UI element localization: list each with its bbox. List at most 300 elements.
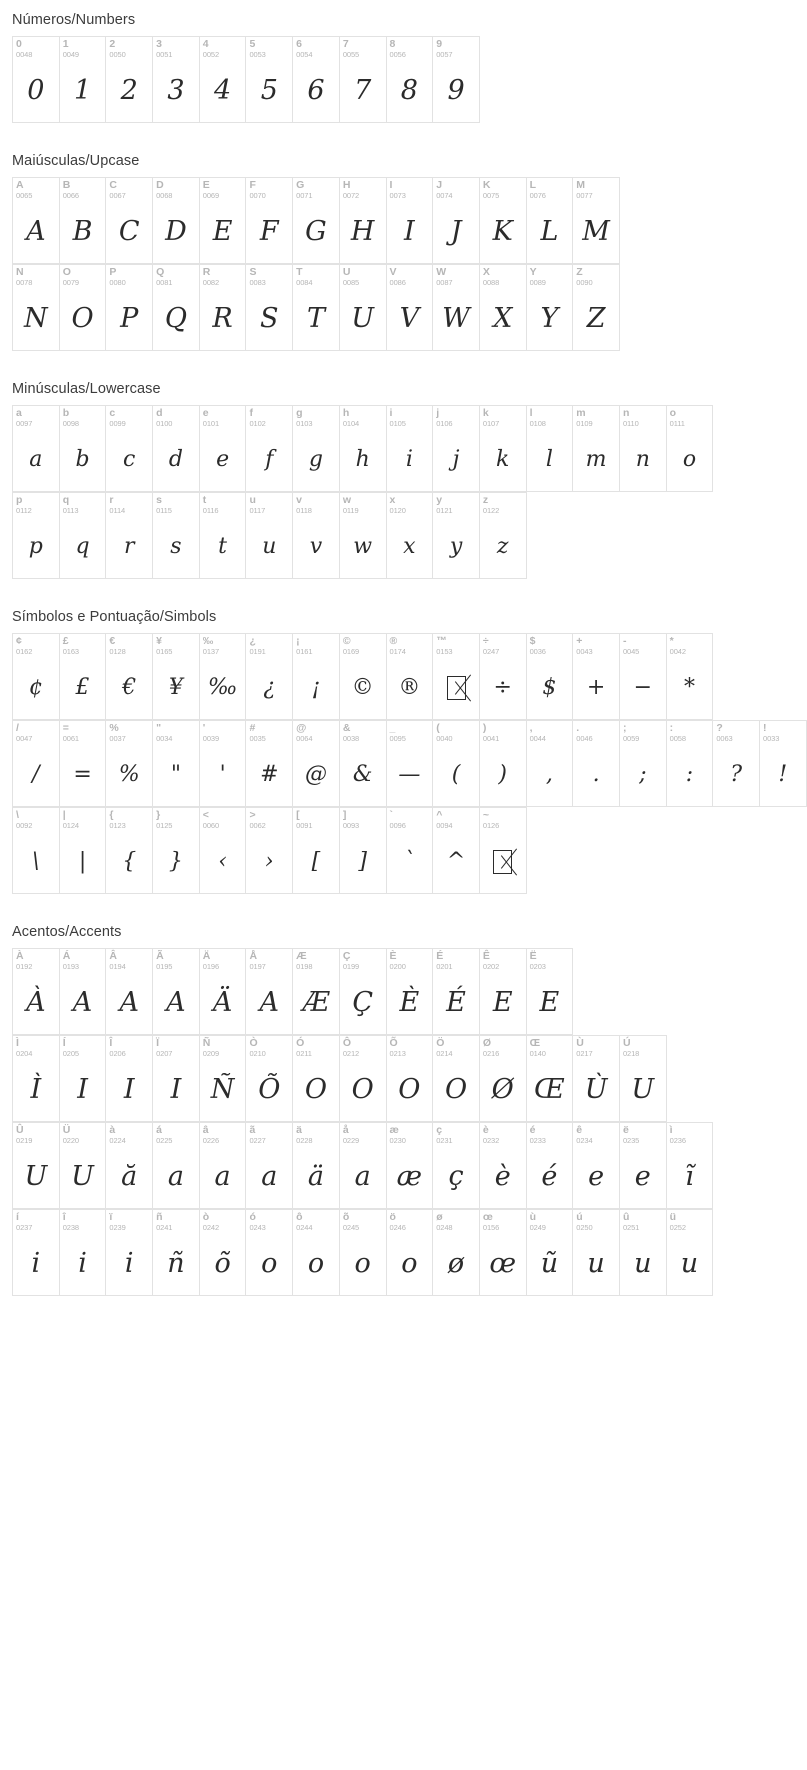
glyph-char-label: è [482,1124,489,1136]
glyph-preview: U [351,303,375,334]
glyph-cell[interactable] [620,721,667,807]
glyph-cell[interactable] [433,808,480,894]
glyph-cell[interactable] [527,949,574,1035]
glyph-cell[interactable] [13,37,60,123]
glyph-char-label: œ [482,1211,493,1223]
glyph-row [12,177,620,264]
glyph-cell[interactable] [433,493,480,579]
glyph-cell[interactable] [246,634,293,720]
glyph-cell[interactable] [433,721,480,807]
glyph-cell[interactable] [293,1036,340,1122]
glyph-code-point: 0064 [296,734,313,743]
glyph-cell[interactable] [387,493,434,579]
glyph-code-point: 0099 [109,419,126,428]
glyph-preview: Ñ [210,1074,235,1105]
glyph-meta [246,634,292,658]
glyph-cell[interactable] [60,1210,107,1296]
glyph-cell[interactable] [106,808,153,894]
glyph-cell[interactable] [667,634,714,720]
glyph-char-label: I [389,179,393,191]
glyph-cell[interactable] [13,1036,60,1122]
glyph-cell[interactable] [480,634,527,720]
glyph-cell[interactable] [106,265,153,351]
glyph-char-label: Z [576,266,583,278]
glyph-preview: w [353,533,373,559]
glyph-cell[interactable] [340,1036,387,1122]
glyph-code-point: 0065 [16,191,33,200]
glyph-cell[interactable] [387,949,434,1035]
glyph-cell[interactable] [106,493,153,579]
glyph-cell[interactable] [620,1210,667,1296]
glyph-code-point: 0083 [249,278,266,287]
glyph-cell[interactable] [246,721,293,807]
glyph-cell[interactable] [60,265,107,351]
glyph-preview: 3 [167,75,185,106]
glyph-cell[interactable] [433,265,480,351]
glyph-meta [527,949,573,973]
glyph-preview: ĩ [685,1161,694,1192]
glyph-preview: + [586,674,606,700]
glyph-meta [340,37,386,61]
glyph-cell[interactable] [527,1123,574,1209]
glyph-meta [620,1210,666,1234]
glyph-meta [573,1123,619,1147]
glyph-code-point: 0195 [156,962,173,971]
glyph-cell[interactable] [13,406,60,492]
glyph-code-point: 0040 [436,734,453,743]
glyph-preview: % [118,761,140,787]
glyph-code-point: 0068 [156,191,173,200]
glyph-cell[interactable] [246,808,293,894]
glyph-cell[interactable] [60,1123,107,1209]
glyph-cell[interactable] [106,1036,153,1122]
glyph-char-label: 9 [436,38,443,50]
glyph-cell[interactable] [293,37,340,123]
glyph-char-label: z [482,494,489,506]
glyph-cell[interactable] [106,178,153,264]
glyph-cell[interactable] [246,1036,293,1122]
glyph-preview: M [582,216,610,247]
glyph-cell[interactable] [246,265,293,351]
glyph-cell[interactable] [573,178,620,264]
glyph-preview: À [26,987,46,1018]
glyph-cell[interactable] [106,1123,153,1209]
glyph-cell[interactable] [340,808,387,894]
glyph-code-point: 0229 [342,1136,360,1145]
glyph-cell[interactable] [153,949,200,1035]
glyph-cell[interactable] [573,406,620,492]
glyph-cell[interactable] [527,634,574,720]
glyph-meta [340,406,386,430]
glyph-cell[interactable] [387,634,434,720]
glyph-cell[interactable] [480,808,527,894]
glyph-preview: N [24,303,48,334]
glyph-cell[interactable] [200,37,247,123]
glyph-cell[interactable] [60,178,107,264]
glyph-preview: D [165,216,187,247]
glyph-preview: ¿ [263,674,276,700]
glyph-preview: ñ [167,1248,185,1279]
glyph-meta [527,178,573,202]
glyph-char-label: ] [342,809,347,821]
glyph-cell[interactable] [573,721,620,807]
glyph-code-point: 0047 [16,734,33,743]
glyph-cell[interactable] [200,406,247,492]
glyph-code-point: 0211 [296,1049,312,1058]
glyph-char-label: , [529,722,533,734]
glyph-cell[interactable] [480,493,527,579]
glyph-preview: a [214,1161,231,1192]
glyph-cell[interactable] [387,406,434,492]
glyph-cell[interactable] [153,1036,200,1122]
glyph-row [12,1122,713,1209]
glyph-code-point: 0156 [482,1223,500,1232]
glyph-cell[interactable] [200,1123,247,1209]
glyph-cell[interactable] [620,1123,667,1209]
glyph-cell[interactable] [480,1210,527,1296]
glyph-meta [480,1036,526,1060]
glyph-preview: O [398,1074,421,1105]
glyph-char-label: l [529,407,533,419]
glyph-cell[interactable] [153,721,200,807]
glyph-code-point: 0250 [576,1223,593,1232]
glyph-cell[interactable] [573,1123,620,1209]
glyph-code-point: 0094 [436,821,453,830]
glyph-cell[interactable] [106,949,153,1035]
glyph-meta [433,634,479,658]
glyph-row [12,1209,713,1296]
glyph-cell[interactable] [200,265,247,351]
glyph-cell[interactable] [153,808,200,894]
glyph-code-point: 0108 [529,419,546,428]
glyph-meta [293,949,339,973]
glyph-cell[interactable] [293,1123,340,1209]
glyph-code-point: 0249 [529,1223,546,1232]
glyph-char-label: X [482,266,490,278]
glyph-char-label: © [342,635,351,647]
glyph-code-point: 0161 [296,647,313,656]
glyph-char-label: O [62,266,71,278]
glyph-cell[interactable] [246,1123,293,1209]
glyph-preview: $ [542,674,557,700]
glyph-code-point: 0080 [109,278,126,287]
glyph-cell[interactable] [480,1036,527,1122]
glyph-code-point: 0088 [482,278,500,287]
glyph-cell[interactable] [246,178,293,264]
glyph-cell[interactable] [573,1210,620,1296]
glyph-cell[interactable] [573,265,620,351]
glyph-cell[interactable] [433,406,480,492]
glyph-char-label: á [156,1124,162,1136]
glyph-cell[interactable] [573,1036,620,1122]
glyph-char-label: D [156,179,164,191]
glyph-cell[interactable] [713,721,760,807]
glyph-cell[interactable] [13,178,60,264]
glyph-specimen-page [0,12,788,1334]
glyph-meta [433,178,479,202]
glyph-preview: # [260,761,279,787]
glyph-preview: q [75,533,90,559]
glyph-cell[interactable] [153,265,200,351]
glyph-code-point: 0214 [436,1049,453,1058]
glyph-cell[interactable] [60,493,107,579]
glyph-cell[interactable] [293,1210,340,1296]
glyph-cell[interactable] [200,493,247,579]
glyph-preview: Y [540,303,559,334]
glyph-cell[interactable] [13,265,60,351]
glyph-code-point: 0109 [576,419,593,428]
glyph-char-label: 3 [156,38,162,50]
glyph-char-label: î [62,1211,66,1223]
glyph-char-label: C [109,179,117,191]
glyph-meta [60,1036,106,1060]
glyph-cell[interactable] [340,1123,387,1209]
glyph-cell[interactable] [340,634,387,720]
glyph-cell[interactable] [60,406,107,492]
glyph-preview: * [683,674,695,700]
glyph-cell[interactable] [293,634,340,720]
glyph-cell[interactable] [340,178,387,264]
glyph-preview: o [401,1248,418,1279]
glyph-cell[interactable] [480,721,527,807]
glyph-preview: a [354,1161,371,1192]
glyph-meta [667,1210,713,1234]
glyph-cell[interactable] [293,265,340,351]
glyph-cell[interactable] [387,265,434,351]
glyph-meta [153,265,199,289]
glyph-cell[interactable] [293,808,340,894]
glyph-code-point: 0044 [529,734,546,743]
glyph-cell[interactable] [667,721,714,807]
glyph-cell[interactable] [433,37,480,123]
glyph-code-point: 0123 [109,821,126,830]
glyph-cell[interactable] [433,949,480,1035]
glyph-char-label: < [202,809,209,821]
glyph-code-point: 0105 [389,419,406,428]
glyph-cell[interactable] [433,1210,480,1296]
glyph-cell[interactable] [480,1123,527,1209]
glyph-cell[interactable] [293,721,340,807]
glyph-cell[interactable] [200,634,247,720]
glyph-cell[interactable] [573,634,620,720]
glyph-section [0,924,699,1314]
glyph-char-label: 4 [202,38,209,50]
glyph-cell[interactable] [433,1036,480,1122]
glyph-preview: ( [451,761,461,787]
glyph-cell[interactable] [246,406,293,492]
glyph-meta [433,1036,479,1060]
glyph-cell[interactable] [293,178,340,264]
glyph-cell[interactable] [200,721,247,807]
glyph-preview: O [71,303,94,334]
glyph-cell[interactable] [340,265,387,351]
glyph-cell[interactable] [60,721,107,807]
glyph-cell[interactable] [60,634,107,720]
glyph-preview: u [587,1248,605,1279]
glyph-cell[interactable] [620,1036,667,1122]
glyph-meta [246,949,292,973]
glyph-cell[interactable] [387,37,434,123]
glyph-cell[interactable] [153,178,200,264]
glyph-char-label: Â [109,950,117,962]
glyph-code-point: 0140 [529,1049,546,1058]
glyph-cell[interactable] [387,808,434,894]
glyph-cell[interactable] [433,178,480,264]
glyph-cell[interactable] [387,721,434,807]
glyph-cell[interactable] [200,1036,247,1122]
glyph-cell[interactable] [13,721,60,807]
glyph-preview: a [261,1161,278,1192]
glyph-cell[interactable] [153,1123,200,1209]
glyph-meta [293,1123,339,1147]
glyph-cell[interactable] [293,949,340,1035]
glyph-cell[interactable] [340,406,387,492]
glyph-cell[interactable] [200,949,247,1035]
glyph-cell[interactable] [667,406,714,492]
glyph-cell[interactable] [480,949,527,1035]
glyph-cell[interactable] [667,1210,714,1296]
glyph-cell[interactable] [527,1036,574,1122]
glyph-meta [60,265,106,289]
glyph-cell[interactable] [60,949,107,1035]
glyph-cell[interactable] [13,808,60,894]
glyph-char-label: ( [436,722,440,734]
glyph-cell[interactable] [293,493,340,579]
glyph-preview: − [633,674,652,700]
section-spacer [0,123,661,141]
glyph-code-point: 0194 [109,962,126,971]
glyph-cell[interactable] [527,178,574,264]
glyph-char-label: + [576,635,583,647]
glyph-preview: i [405,446,413,472]
glyph-char-label: ä [296,1124,302,1136]
glyph-cell[interactable] [527,721,574,807]
glyph-cell[interactable] [246,493,293,579]
glyph-preview: v [309,533,323,559]
glyph-meta [153,634,199,658]
glyph-cell[interactable] [527,265,574,351]
glyph-cell[interactable] [340,1210,387,1296]
glyph-cell[interactable] [340,37,387,123]
glyph-meta [527,1123,573,1147]
glyph-cell[interactable] [480,178,527,264]
glyph-char-label: | [62,809,66,821]
glyph-cell[interactable] [433,634,480,720]
glyph-char-label: ` [389,809,393,821]
glyph-preview: X [493,303,513,334]
glyph-meta [13,1210,59,1234]
glyph-cell[interactable] [13,1123,60,1209]
glyph-char-label: À [16,950,24,962]
glyph-cell[interactable] [106,634,153,720]
glyph-cell[interactable] [153,634,200,720]
glyph-preview: A [119,987,139,1018]
glyph-code-point: 0043 [576,647,593,656]
glyph-cell[interactable] [13,493,60,579]
glyph-meta [153,808,199,832]
glyph-cell[interactable] [527,1210,574,1296]
glyph-cell[interactable] [106,721,153,807]
glyph-cell[interactable] [200,808,247,894]
glyph-cell[interactable] [60,1036,107,1122]
glyph-cell[interactable] [246,1210,293,1296]
glyph-char-label: å [342,1124,349,1136]
glyph-cell[interactable] [387,1036,434,1122]
glyph-char-label: E [202,179,210,191]
glyph-cell[interactable] [340,949,387,1035]
glyph-cell[interactable] [387,178,434,264]
glyph-cell[interactable] [106,1210,153,1296]
glyph-cell[interactable] [340,493,387,579]
glyph-cell[interactable] [60,37,107,123]
glyph-code-point: 0112 [16,506,32,515]
glyph-cell[interactable] [293,406,340,492]
glyph-cell[interactable] [13,1210,60,1296]
glyph-cell[interactable] [480,406,527,492]
glyph-cell[interactable] [480,265,527,351]
glyph-meta [387,808,433,832]
glyph-meta [433,808,479,832]
glyph-char-label: K [482,179,491,191]
glyph-preview: 9 [447,75,465,106]
glyph-char-label: Ø [482,1037,492,1049]
glyph-preview [480,830,526,893]
glyph-code-point: 0203 [529,962,546,971]
glyph-cell[interactable] [340,721,387,807]
glyph-char-label: à [109,1124,116,1136]
glyph-cell[interactable] [13,949,60,1035]
glyph-meta [340,949,386,973]
glyph-cell[interactable] [200,178,247,264]
glyph-char-label: ) [482,722,487,734]
glyph-cell[interactable] [387,1123,434,1209]
glyph-cell[interactable] [153,37,200,123]
glyph-cell[interactable] [433,1123,480,1209]
glyph-char-label: ¡ [296,635,300,647]
glyph-char-label: ò [202,1211,210,1223]
glyph-cell[interactable] [60,808,107,894]
glyph-preview: ũ [540,1248,559,1279]
glyph-preview: I [77,1074,88,1105]
glyph-cell[interactable] [106,406,153,492]
glyph-char-label: F [249,179,256,191]
glyph-cell[interactable] [620,634,667,720]
glyph-char-label: v [296,494,302,506]
glyph-cell[interactable] [760,721,807,807]
glyph-cell[interactable] [200,1210,247,1296]
glyph-cell[interactable] [527,406,574,492]
glyph-meta [387,493,433,517]
glyph-cell[interactable] [13,634,60,720]
glyph-section [0,153,661,369]
glyph-preview: a [167,1161,184,1192]
glyph-preview: Q [164,303,187,334]
glyph-cell[interactable] [153,493,200,579]
glyph-cell[interactable] [246,37,293,123]
glyph-cell[interactable] [246,949,293,1035]
glyph-code-point: 0121 [436,506,453,515]
glyph-cell[interactable] [620,406,667,492]
glyph-cell[interactable] [387,1210,434,1296]
glyph-cell[interactable] [667,1123,714,1209]
glyph-cell[interactable] [153,1210,200,1296]
glyph-cell[interactable] [106,37,153,123]
glyph-code-point: 0071 [296,191,313,200]
glyph-cell[interactable] [153,406,200,492]
glyph-meta [340,1036,386,1060]
glyph-meta [667,721,713,745]
glyph-meta [13,265,59,289]
